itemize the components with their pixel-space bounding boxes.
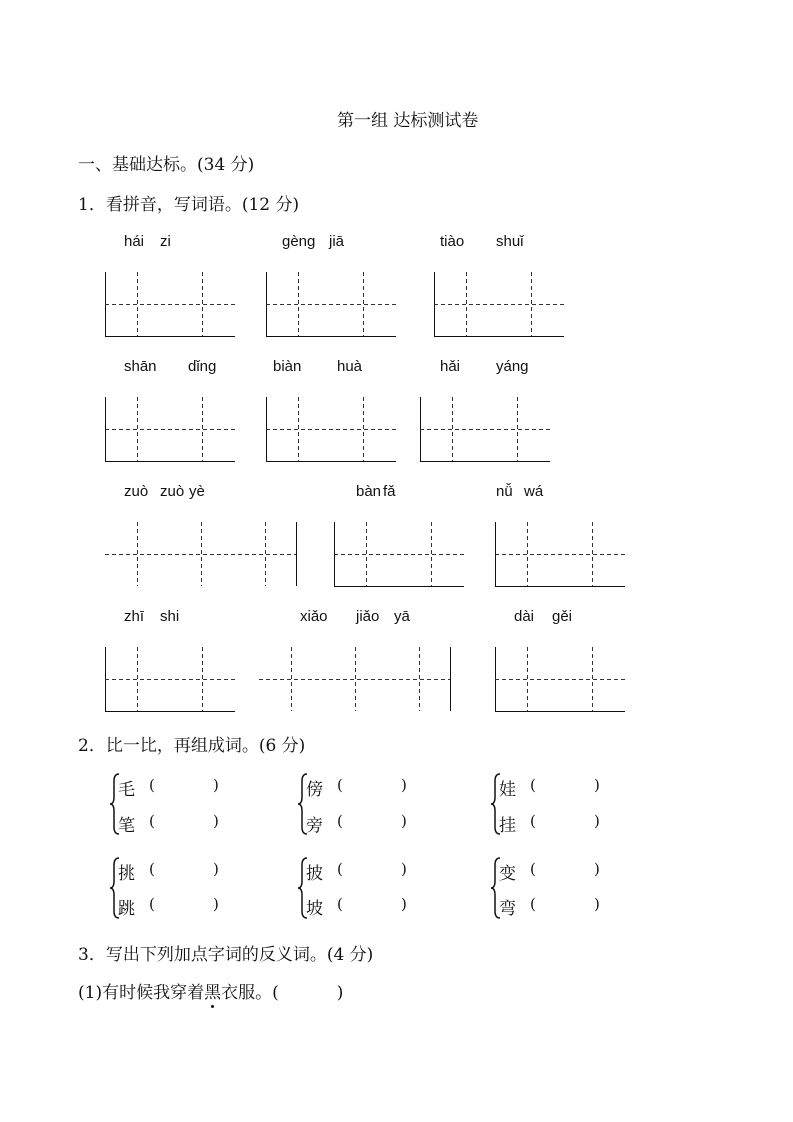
pinyin: biàn [273, 358, 302, 375]
char: 挂 [499, 816, 516, 836]
paren-close: ) [594, 860, 600, 878]
sentence-suffix: 衣服。( [221, 983, 279, 1003]
writing-grid[interactable] [105, 272, 235, 338]
pinyin: nǚ [496, 483, 513, 500]
sentence-prefix: (1)有时候我穿着 [78, 983, 205, 1003]
paren-open: ( [149, 776, 155, 794]
pinyin: gěi [552, 608, 573, 625]
writing-grid[interactable] [266, 272, 396, 338]
paren-close: ) [594, 895, 600, 913]
pinyin: xiǎo [300, 608, 328, 625]
pinyin: dài [514, 608, 535, 625]
char: 挑 [118, 864, 135, 884]
pinyin: jiā [329, 233, 345, 250]
paren-open: ( [530, 776, 536, 794]
answer-blank[interactable] [160, 895, 210, 915]
page-title: 第一组 达标测试卷 [337, 111, 479, 131]
pinyin: tiào [440, 233, 465, 250]
question-3-label: 3．写出下列加点字词的反义词。(4 分) [78, 945, 374, 965]
writing-grid-three[interactable] [259, 647, 453, 713]
paren-open: ( [337, 776, 343, 794]
pinyin: yáng [496, 358, 529, 375]
paren-open: ( [149, 812, 155, 830]
pinyin: hái [124, 233, 145, 250]
pinyin: shuǐ [496, 233, 524, 250]
writing-grid[interactable] [495, 522, 625, 588]
pinyin: gèng [282, 233, 316, 250]
writing-grid[interactable] [434, 272, 564, 338]
answer-blank[interactable] [160, 776, 210, 796]
char: 毛 [118, 780, 135, 800]
section-heading: 一、基础达标。(34 分) [78, 155, 255, 175]
question-1-label: 1．看拼音，写词语。(12 分) [78, 195, 300, 215]
paren-close: ) [213, 860, 219, 878]
pinyin: hǎi [440, 358, 461, 375]
answer-blank[interactable] [348, 860, 398, 880]
writing-grid[interactable] [105, 397, 235, 463]
paren-close: ) [401, 776, 407, 794]
pinyin: shi [160, 608, 180, 625]
paren-open: ( [337, 812, 343, 830]
paren-close: ) [594, 812, 600, 830]
pinyin: wá [524, 483, 544, 500]
answer-blank[interactable] [541, 776, 591, 796]
pinyin: dǐng [188, 358, 217, 375]
pinyin: yè [189, 483, 205, 500]
paren-open: ( [530, 812, 536, 830]
pinyin: yā [394, 608, 410, 625]
char: 弯 [499, 899, 516, 919]
char: 坡 [306, 899, 323, 919]
pinyin: zhī [124, 608, 145, 625]
char: 跳 [118, 899, 135, 919]
answer-blank[interactable] [541, 812, 591, 832]
writing-grid-three[interactable] [105, 522, 299, 588]
pinyin: shān [124, 358, 157, 375]
pinyin: huà [337, 358, 363, 375]
pinyin: zuò [160, 483, 185, 500]
paren-close: ) [594, 776, 600, 794]
paren-open: ( [337, 895, 343, 913]
question-2-label: 2．比一比，再组成词。(6 分) [78, 736, 306, 756]
pinyin: zi [160, 233, 171, 250]
pinyin: jiǎo [356, 608, 380, 625]
paren-close: ) [401, 812, 407, 830]
pinyin: fǎ [383, 483, 396, 500]
writing-grid[interactable] [266, 397, 396, 463]
answer-blank[interactable] [160, 812, 210, 832]
paren-close: ) [213, 812, 219, 830]
writing-grid[interactable] [495, 647, 625, 713]
paren-close: ) [213, 895, 219, 913]
char: 娃 [499, 780, 516, 800]
paren-open: ( [530, 860, 536, 878]
char: 变 [499, 864, 516, 884]
answer-blank[interactable] [348, 776, 398, 796]
answer-blank[interactable] [160, 860, 210, 880]
writing-grid[interactable] [105, 647, 235, 713]
char: 傍 [306, 780, 323, 800]
char: 笔 [118, 816, 135, 836]
paren-open: ( [337, 860, 343, 878]
paren-open: ( [149, 895, 155, 913]
pinyin: bàn [356, 483, 382, 500]
paren-open: ( [149, 860, 155, 878]
paren-open: ( [530, 895, 536, 913]
char: 披 [306, 864, 323, 884]
paren-close: ) [401, 895, 407, 913]
question-3-item-1 [78, 978, 343, 1003]
answer-blank[interactable] [348, 895, 398, 915]
answer-blank[interactable] [348, 812, 398, 832]
paren-close: ) [213, 776, 219, 794]
dotted-word: 黑 [204, 983, 222, 1003]
answer-blank[interactable] [541, 895, 591, 915]
paren-close: ) [336, 983, 344, 1003]
writing-grid[interactable] [334, 522, 464, 588]
pinyin: zuò [124, 483, 149, 500]
paren-close: ) [401, 860, 407, 878]
char: 旁 [306, 816, 323, 836]
answer-blank[interactable] [541, 860, 591, 880]
writing-grid[interactable] [420, 397, 550, 463]
